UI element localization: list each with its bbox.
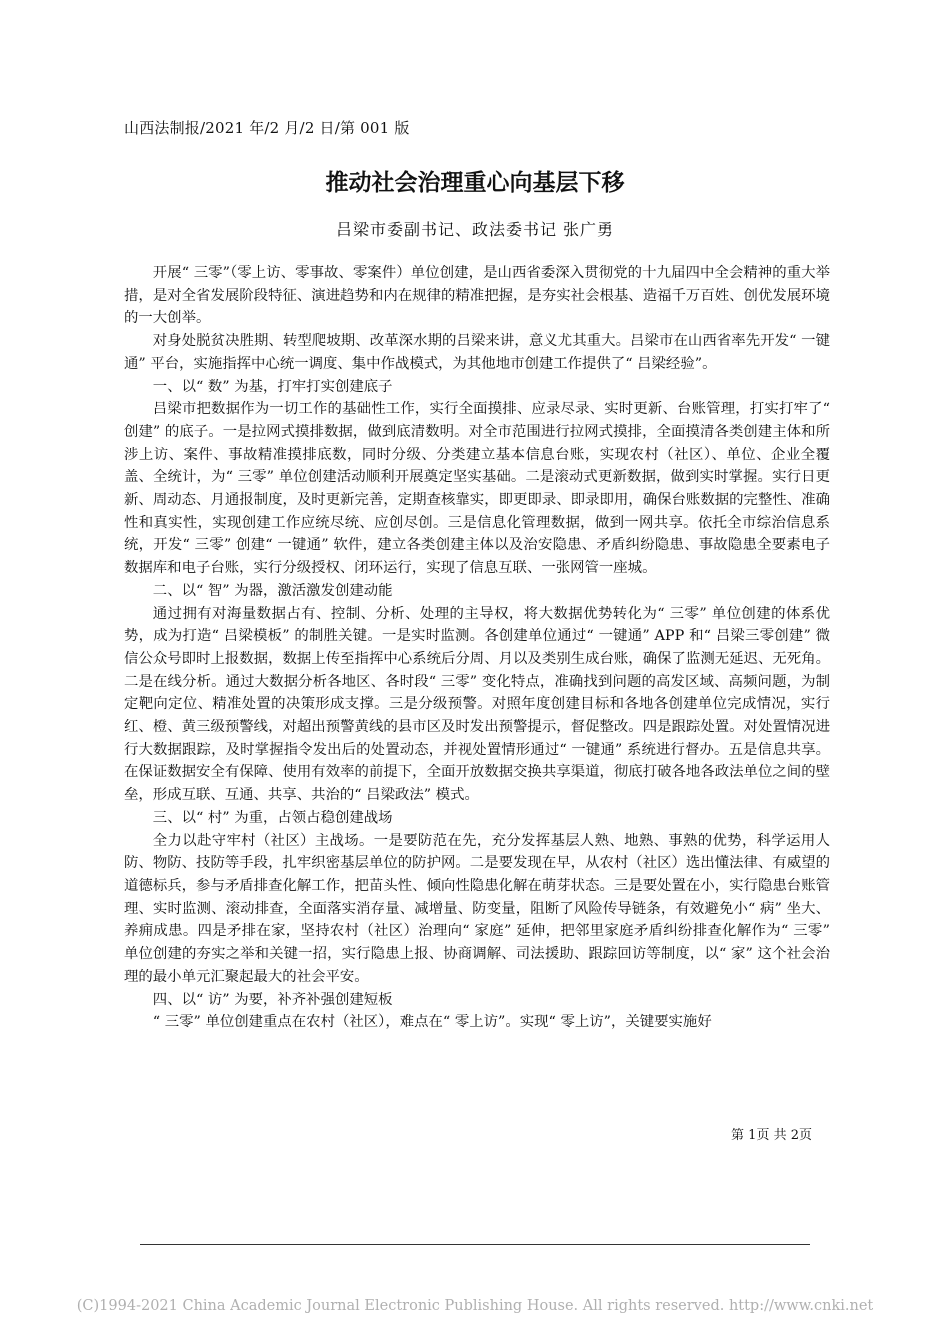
section-heading: 四、以“ 访” 为要，补齐补强创建短板 xyxy=(152,991,393,1008)
paragraph: 通过拥有对海量数据占有、控制、分析、处理的主导权，将大数据优势转化为“ 三零” 单位创建的体系优势，成为打造“ 吕梁模板” 的制胜关键。一是实时监测。各创建单位通过“ 一键通” APP 和“ 吕梁三零创建” 微信公众号即时上报数据，数据上传至指挥中心系统后分周、月以及类别生成台账，确保了监测无延迟、无死角。二是在线分析。通过大数据分析各地区、各时段“ 三零” 变化特点，准确找到问题的高发区域、高频问题，为制定靶向定位、精准处置的决策形成支撑。三是分级预警。对照年度创建目标和各地各创建单位完成情况，实行红、橙、黄三级预警线，对超出预警黄线的县市区及时发出预警提示，督促整改。四是跟踪处置。对处置情况进行大数据跟踪，及时掌握指令发出后的处置动态，并视处置情形通过“ 一键通” 系统进行督办。五是信息共享。在保证数据安全有保障、使用有效率的前提下，全面开放数据交换共享渠道，彻底打破各地各政法单位之间的壁垒，形成互联、互通、共享、共治的“ 吕梁政法” 模式。 xyxy=(124,605,830,804)
section-heading: 三、以“ 村” 为重，占领占稳创建战场 xyxy=(152,809,393,826)
article-title: 推动社会治理重心向基层下移 xyxy=(325,170,625,196)
section-heading: 二、以“ 智” 为器，激活激发创建动能 xyxy=(152,582,393,599)
paragraph: 对身处脱贫决胜期、转型爬坡期、改革深水期的吕梁来讲，意义尤其重大。吕梁市在山西省率先开发“ 一键通” 平台，实施指挥中心统一调度、集中作战模式，为其他地市创建工作提供了“ 吕梁经验”。 xyxy=(124,333,830,372)
footer-divider xyxy=(140,1244,810,1245)
section-heading: 一、以“ 数” 为基，打牢打实创建底子 xyxy=(152,378,393,395)
paragraph: 全力以赴守牢村（社区）主战场。一是要防范在先，充分发挥基层人熟、地熟、事熟的优势，科学运用人防、物防、技防等手段，扎牢织密基层单位的防护网。二是要发现在早，从农村（社区）选出懂法律、有威望的道德标兵，参与矛盾排查化解工作，把苗头性、倾向性隐患化解在萌芽状态。三是要处置在小，实行隐患台账管理、实时监测、滚动排查，全面落实消存量、减增量、防变量，阻断了风险传导链条，有效避免小“ 病” 坐大、养痈成患。四是矛排在家，坚持农村（社区）治理向“ 家庭” 延伸，把邻里家庭矛盾纠纷排查化解作为“ 三零” 单位创建的夯实之举和关键一招，实行隐患上报、协商调解、司法援助、跟踪回访等制度，以“ 家” 这个社会治理的最小单元汇聚起最大的社会平安。 xyxy=(124,832,830,985)
page-number: 第 1页 共 2页 xyxy=(731,1128,812,1143)
source-line: 山西法制报/2021 年/2 月/2 日/第 001 版 xyxy=(124,119,410,137)
article-body xyxy=(124,262,830,1034)
paragraph: 吕梁市把数据作为一切工作的基础性工作，实行全面摸排、应录尽录、实时更新、台账管理，打实打牢了“ 创建” 的底子。一是拉网式摸排数据，做到底清数明。对全市范围进行拉网式摸排，全面摸清各类创建主体和所涉上访、案件、事故精准摸排底数，同时分级、分类建立基本信息台账，实现农村（社区）、单位、企业全覆盖、全统计，为“ 三零” 单位创建活动顺利开展奠定坚实基础。二是滚动式更新数据，做到实时掌握。实行日更新、周动态、月通报制度，及时更新完善，定期查核靠实，即更即录、即录即用，确保台账数据的完整性、准确性和真实性，实现创建工作应统尽统、应创尽创。三是信息化管理数据，做到一网共享。依托全市综治信息系统，开发“ 三零” 创建“ 一键通” 软件，建立各类创建主体以及治安隐患、矛盾纠纷隐患、事故隐患全要素电子数据库和电子台账，实行分级授权、闭环运行，实现了信息互联、一张网管一座城。 xyxy=(124,401,830,577)
paragraph: “ 三零” 单位创建重点在农村（社区），难点在“ 零上访”。实现“ 零上访”，关键要实施好 xyxy=(152,1014,712,1031)
paragraph: 开展“ 三零”（零上访、零事故、零案件）单位创建，是山西省委深入贯彻党的十九届四中全会精神的重大举措，是对全省发展阶段特征、演进趋势和内在规律的精准把握，是夯实社会根基、造福千万百姓、创优发展环境的一大创举。 xyxy=(124,265,830,327)
article-author: 吕梁市委副书记、政法委书记 张广勇 xyxy=(335,220,615,239)
cnki-watermark: (C)1994-2021 China Academic Journal Electronic Publishing House. All rights reserved. http://www.cnki.net xyxy=(76,1298,874,1314)
